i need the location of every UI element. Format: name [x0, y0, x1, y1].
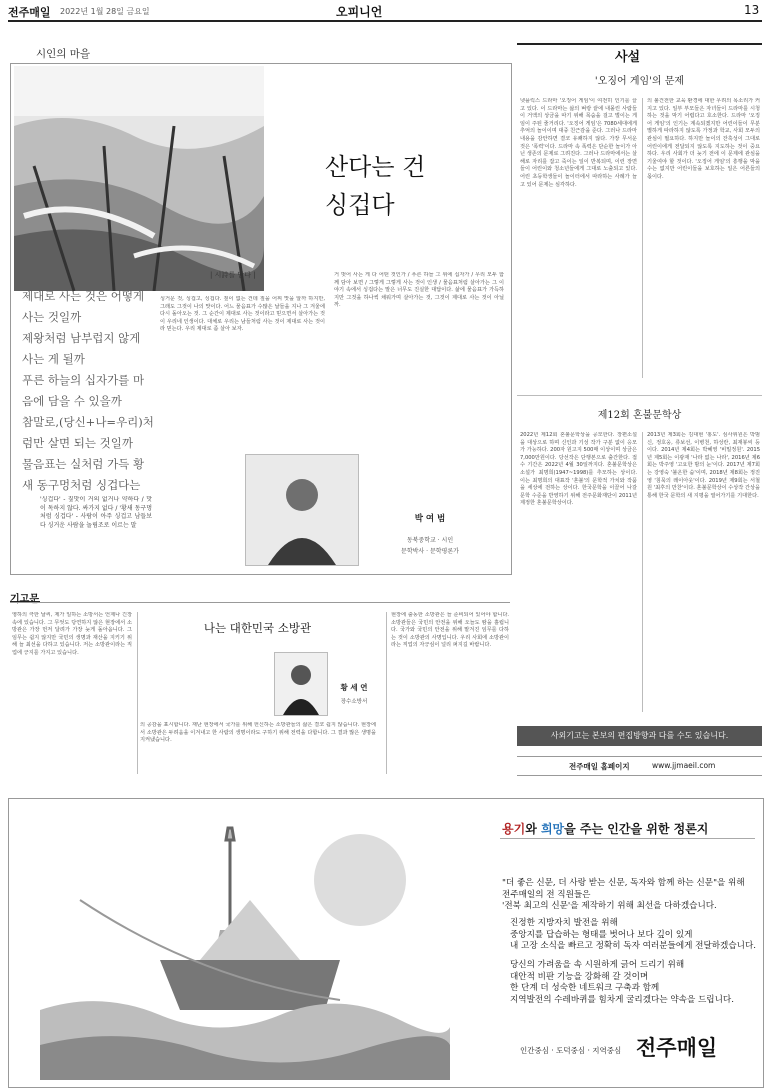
contribution-divider-1 [137, 612, 138, 774]
ad-footer-brand-logo: 전주매일 [636, 1036, 718, 1060]
poem-line: 사는 것일까 [22, 310, 82, 324]
contribution-label: 기고문 [10, 594, 39, 605]
poem-title [325, 148, 425, 224]
editorial-col-1: 넷플릭스 드라마 '오징어 게임'이 여전히 인기를 끌고 있다. 이 드라마는 삶의 벼랑 끝에 내몰린 사람들이 거액의 상금을 따기 위해 목숨을 걸고 벌이는 게임이 주된 줄거리다. '오징어 게임'은 7080세대에게 추억의 놀이이며 대중 친근감을 준다. 그러나 드라마 내용을 감안하면 결코 유쾌하지 않다. 가장 무서운 것은 '폭력'이다. 드라마 속 폭력은 단순한 놀이가 아닌 생존의 문제로 그려진다. 그러나 드라마에서는 살해로 자리를 잡고 죽이는 일이 반복되며, 이런 장면들이 어린이와 청소년들에게 그대로 노출되고 있다. 어린 초등학생들이 놀이터에서 따라하는 사례가 늘고 있어 문제는 심각하다. [520, 98, 637, 188]
ad-slogan-line: 내 고장 소식을 빠르고 정확히 독자 여러분들에게 전달하겠습니다. [510, 941, 756, 952]
issue-date: 2022년 1월 28일 금요일 [60, 7, 150, 16]
poem-line: 푸른 하늘의 십자가를 마 [22, 373, 145, 387]
poem-note: '싱겁다' - 짚맛이 거의 없거나 약하다 / 맛이 독하지 않다. 싸가지 없다 / '황새 동구멍처럼 싱겁다' - 사람이 아주 싱겁고 남들보다 싱거운 사람을 놀림조로 이르는 말 [40, 496, 152, 529]
ad-slogan-line: 전주매일의 전 직원들은 [502, 889, 591, 900]
poem-line: 사는 게 될까 [22, 352, 85, 366]
ad-slogan-block-1 [502, 878, 745, 913]
ad-title-rest: 을 주는 인간을 위한 정론지 [564, 822, 709, 836]
ad-footer-motto: 인간중심 · 도덕중심 · 지역중심 [520, 1046, 622, 1055]
ad-slogan-line: 당신의 가려움을 속 시원하게 긁어 드리기 위해 [510, 960, 685, 970]
contribution-label-box [10, 587, 40, 603]
contribution-col-2: 의 공감을 표시합니다. 재난 현장에서 국가를 위해 헌신하는 소방관들의 삶은 결코 쉽지 않습니다. 현장에서 소방관은 두려움을 이겨내고 한 사람의 생명이라도 구하기 위해 전력을 다합니다. 그 결과 많은 생명을 지켜냈습니다. [140, 722, 376, 744]
poet-desc-1: 동북중학교 · 시인 [406, 537, 454, 544]
poem-text [22, 286, 154, 496]
poem-commentary-left: 싱거운 것, 싱겁고, 싱겁다. 짚이 없는 건데 짚을 어찌 맛을 알까 하지만, 그래도 그것이 나의 맛이다. 어느 물음표가 수많은 날들을 지나 그 겨울에 다시 돌아오는 것. 그 순간이 제대로 사는 것이라고 믿으면서 살아가는 것이 우리네 인생이다. 대체로 우리는 남들처럼 사는 것이 제대로 사는 것이라 믿는다. 우리 제대로 좀 살아 보자. [160, 296, 325, 333]
poem-title-line2: 싱겁다 [325, 191, 395, 219]
award-col-1: 2022년 제12회 혼불문학상을 공모한다. 장편소설을 대상으로 하며 신인과 기성 작가 구분 없이 응모가 가능하다. 200자 원고지 500매 이상이며 상금은 7,000만원이다. 당선작은 단행본으로 출간한다. 접수 기간은 2022년 4월 30일까지다. 혼불문학상은 소설가 최명희(1947~1998)를 추모하는 상이다. 이는 최명희의 대표작 '혼불'의 문학적 가치와 작품을 세상에 전하는 상이다. 한국문학을 이끌어 나갈 문학 수준을 반영하기 위해 전주문화재단이 2011년 제정한 혼불문학상이다. [520, 432, 637, 507]
ad-title-rule [500, 838, 755, 839]
masthead-brand: 전주매일 [8, 6, 51, 19]
editorial-rule [517, 43, 762, 45]
ad-title-and: 와 [525, 822, 541, 836]
landscape-illustration [14, 66, 264, 291]
poem-line: 럼만 살면 되는 것일까 [22, 436, 133, 450]
poet-desc-2: 문학박사 · 문학평론가 [401, 548, 459, 555]
poem-line: 음에 담을 수 있을까 [22, 394, 122, 408]
homepage-url[interactable]: www.jjmaeil.com [652, 761, 716, 770]
poem-line: 제왕처럼 남부럽지 않게 [22, 331, 141, 345]
award-headline: 제12회 혼불문학상 [597, 410, 682, 421]
award-divider [642, 432, 643, 712]
contribution-headline: 나는 대한민국 소방관 [203, 621, 312, 635]
ad-slogan-line: '전북 최고의 신문'을 제작하기 위해 최선을 다하겠습니다. [502, 901, 717, 912]
header-rule [8, 20, 762, 22]
poem-line: 새 동구멍처럼 싱겁다는 [22, 478, 141, 492]
ship-lighthouse-illustration [40, 810, 450, 1080]
poem-commentary-right: 거 벗어 사는 게 다 어떤 것인가 / 푸른 하늘 그 위에 십자가 / 우리 모두 함께 담아 보면 / 그렇게 그렇게 사는 것이 인생 / 물음표처럼 살아가는 그 이야기 속에서 싱겁다는 말은 너무도 진실한 대답이다. 삶에 물음표가 가득하지만 그것을 하나씩 채워가며 살아가는 것, 그것이 제대로 사는 것이 아닐까. [334, 272, 504, 309]
award-top-rule [517, 395, 762, 396]
page-number: 13 [744, 3, 760, 17]
ad-slogan-line: 중앙지를 답습하는 형태를 벗어나 보다 깊이 있게 [510, 929, 693, 940]
ad-slogan-line: 대안적 비판 기능을 강화해 갈 것이며 [510, 971, 649, 982]
ad-slogan-line: "더 좋은 신문, 더 사랑 받는 신문, 독자와 함께 하는 신문"을 위해 [502, 878, 745, 888]
editorial-divider [642, 98, 643, 378]
homepage-bar [517, 756, 762, 776]
ad-slogan-block-2 [510, 918, 756, 953]
poem-line: 물음표는 실처럼 가득 황 [22, 457, 145, 471]
firefighter-portrait [274, 652, 328, 716]
contribution-divider-2 [386, 612, 387, 774]
contribution-rule [10, 602, 510, 603]
column-label-poem: 시인의 마을 [36, 48, 91, 60]
poem-line: 제대로 사는 것은 어떻게 [22, 289, 145, 303]
poet-name: 박 여 범 [414, 514, 446, 524]
contribution-author-org: 장수소방서 [340, 699, 368, 705]
poem-title-line1: 산다는 건 [325, 153, 426, 181]
poem-line: 참말로,(당신+나=우리)처 [22, 415, 154, 429]
poet-portrait [245, 454, 359, 566]
disclaimer-text: 사외기고는 본보의 편집방향과 다를 수도 있습니다. [550, 731, 729, 740]
contribution-col-3: 현장에 출동한 소방관은 늘 준비되어 있어야 합니다. 소방관들은 국민의 안전을 위해 오늘도 땀을 흘립니다. 국가와 국민의 안전을 위해 맡겨진 임무를 다하는 것이 소방관의 사명입니다. 우리 사회에 소방관이라는 직업의 자긍심이 널리 퍼지길 바랍니다. [391, 612, 509, 649]
award-col-2: 2013년 제3회는 김대현 '홍도'. 심사위원은 박범신, 정호웅, 류보선, 이병천, 하성란, 최재봉씨 등이다. 2014년 제4회는 박혜영 '비밀정원'. 2015년 제5회는 이광재 '나라 없는 나라', 2016년 제6회는 박주영 '고요한 밤의 눈'이다. 2017년 제7회는 강영숙 '불온한 숨'이며, 2018년 제8회는 정진영 '침묵의 레이아웃'이다. 2019년 제9회는 서철원 '최후의 만찬'이다. 혼불문학상이 수상작 간상을 통해 한국 문학의 새 지평을 열어가기를 기대한다. [647, 432, 760, 499]
ad-title-hope: 희망 [540, 822, 565, 836]
ad-slogan-line: 한 단계 더 성숙한 네트워크 구축과 함께 [510, 983, 660, 994]
homepage-label: 전주매일 홈페이지 [569, 762, 630, 771]
ad-slogan-block-3 [510, 960, 734, 1006]
quote-heading: | 시詩를 담다 | [210, 271, 256, 279]
editorial-col-2: 의 불건전한 교육 환경에 대한 우려의 목소리가 커지고 있다. 일부 부모들은 자녀들이 드라마를 시청하는 것을 막기 어렵다고 호소한다. 드라마 '오징어 게임'의 인기는 계속되겠지만 어린이들이 무분별하게 따라하지 않도록 가정과 학교, 사회 모두의 관심이 필요하다. 하지만 놀이의 잔혹성이 그대로 어린이에게 전달되지 않도록 지도하는 것이 중요하다. 우리 사회가 더 늦기 전에 이 문제에 관심을 기울여야 할 것이다. '오징어 게임'의 흥행을 막을 수는 없지만 어린이들을 보호하는 일은 어른들의 몫이다. [647, 98, 760, 180]
ad-title-courage: 용기 [502, 822, 526, 836]
editorial-headline: '오징어 게임'의 문제 [594, 76, 685, 87]
ad-slogan-line: 지역발전의 수레바퀴를 힘차게 굴리겠다는 약속을 드립니다. [510, 994, 734, 1005]
section-title: 오피니언 [336, 5, 383, 19]
ad-title [502, 820, 708, 837]
editorial-label: 사설 [615, 50, 641, 65]
ad-slogan-line: 진정한 지방자치 발전을 위해 [510, 918, 618, 928]
disclaimer-bar [517, 726, 762, 746]
contribution-author: 황 세 연 [340, 683, 368, 692]
contribution-col-1: 영하의 극한 날씨, 제가 일하는 소방서는 언제나 긴장 속에 있습니다. 그 무엇도 당연하지 않은 현장에서 소방관은 가장 먼저 달려가 가장 늦게 돌아옵니다. 그 임무는 쉽지 않지만 국민의 생명과 재산을 지키기 위해 늘 최선을 다하고 있습니다. 저는 소방관이라는 직업에 긍지를 가지고 있습니다. [12, 612, 132, 656]
